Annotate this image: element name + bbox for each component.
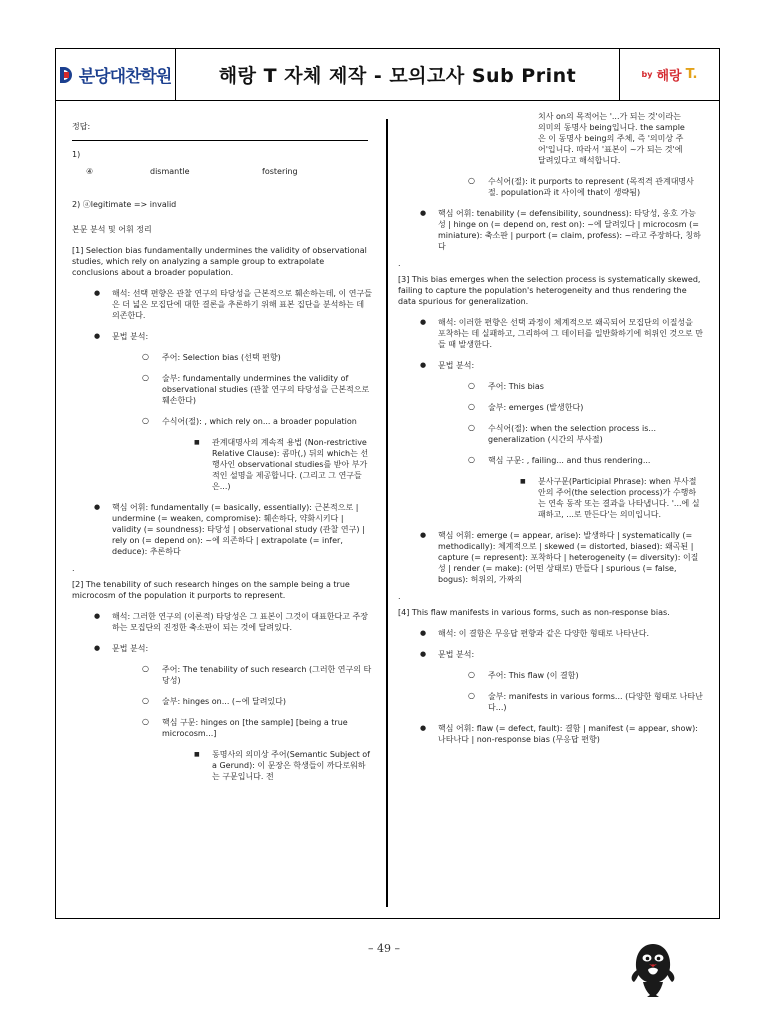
analysis-title: 본문 분석 및 어휘 정리 — [72, 225, 152, 234]
author-credit — [619, 49, 719, 100]
author-name: 해랑 — [656, 69, 682, 84]
sentence-4: [4] This flaw manifests in various forms, such as non-response bias. — [398, 608, 670, 617]
s3-modifier: ○ 수식어(절): when the selection process is... generalization (시간의 부사절) — [398, 423, 703, 445]
separator-dot: . — [398, 259, 401, 268]
right-column — [398, 111, 703, 745]
separator-dot: . — [72, 564, 75, 573]
q1-number: ④ — [86, 167, 94, 176]
s1-subject: ○ 주어: Selection bias (선택 편향) — [72, 352, 372, 363]
s1-relative-clause: ■ 관계대명사의 계속적 용법 (Non-restrictive Relative Clause): 콤마(,) 뒤의 which는 선행사인 observational studies를 받아 부가적인 설명을 제공합니다. (그리고 그 연구들은...) — [72, 437, 372, 492]
author-initial: T. — [685, 67, 698, 82]
s4-subject: ○ 주어: This flaw (이 결함) — [398, 670, 703, 681]
answer-title: 정답: — [72, 122, 91, 131]
s3-participle: ■ 분사구문(Participial Phrase): when 부사절 안의 주어(the selection process)가 수행하는 연속 동작 또는 결과을 나타냅니다. '...에 실패하고, ...로 만든다'는 의미입니다. — [398, 476, 703, 520]
s1-vocab: ● 핵심 어휘: fundamentally (= basically, essentially): 근본적으로 | undermine (= weaken, compromise): 훼손하다, 약화시키다 | validity (= soundness): 타당성 | observational study (관찰 연구) | rely on (= depend on): ~에 의존하다 | extrapolate (= infer, deduce): 추론하다 — [72, 502, 372, 557]
sentence-3: [3] This bias emerges when the selection process is systematically skewed, failing to capture the population's heterogeneity and thus rendering the data spurious for generalization. — [398, 275, 701, 306]
answer-divider — [72, 140, 368, 141]
s2-subject: ○ 주어: The tenability of such research (그러한 연구의 타당성) — [72, 664, 372, 686]
s2-predicate: ○ 술부: hinges on... (~에 달려있다) — [72, 696, 372, 707]
s2-phrase: ○ 핵심 구문: hinges on [the sample] [being a true microcosm...] — [72, 717, 372, 739]
s3-subject: ○ 주어: This bias — [398, 381, 703, 392]
q1-answer-row — [72, 166, 372, 177]
s2-translation: ● 해석: 그러한 연구의 (이론적) 타당성은 그 표본이 그것이 대표한다고 주장하는 모집단의 진정한 축소판이 되는 것에 달려있다. — [72, 611, 372, 633]
s2-grammar-title: ● 문법 분석: — [72, 643, 372, 654]
orca-mascot-icon — [628, 940, 678, 1000]
s2-vocab: ● 핵심 어휘: tenability (= defensibility, soundness): 타당성, 옹호 가능성 | hinge on (= depend on, rest on): ~에 달려있다 | microcosm (= miniature): 축소판 | purport (= claim, profess): ~라고 주장하다, 칭하다 — [398, 208, 703, 252]
s4-grammar-title: ● 문법 분석: — [398, 649, 703, 660]
s1-predicate: ○ 술부: fundamentally undermines the validity of observational studies (관찰 연구의 타당성을 근본적으로 훼손한다) — [72, 373, 372, 406]
left-column — [72, 111, 372, 782]
s2-gerund-subject: ■ 동명사의 의미상 주어(Semantic Subject of a Gerund): 이 문장은 학생들이 까다로워하는 구문입니다. 전 — [72, 749, 372, 782]
page-title: 해랑 T 자체 제작 - 모의고사 Sub Print — [218, 65, 577, 87]
content-box — [55, 101, 720, 919]
s4-vocab: ● 핵심 어휘: flaw (= defect, fault): 결함 | manifest (= appear, show): 나타나다 | non-response bias (무응답 편향) — [398, 723, 703, 745]
q1-answer-b: fostering — [262, 167, 298, 176]
s4-predicate: ○ 술부: manifests in various forms... (다양한 형태로 나타난다...) — [398, 691, 703, 713]
q2-answer: 2) ⓐlegitimate => invalid — [72, 200, 177, 209]
by-label: by — [641, 70, 653, 79]
separator-dot: . — [398, 592, 401, 601]
s3-vocab: ● 핵심 어휘: emerge (= appear, arise): 발생하다 | systematically (= methodically): 체계적으로 | skewed (= distorted, biased): 왜곡된 | capture (= represent): 포착하다 | heterogeneity (= diversity): 이질성 | render (= make): (어떤 상태로) 만들다 | spurious (= false, bogus): 허위의, 가짜의 — [398, 530, 703, 585]
sentence-1: [1] Selection bias fundamentally undermines the validity of observational studies, which rely on analyzing a sample group to extrapolate conclusions about a broader population. — [72, 246, 367, 277]
logo-text: 분당대찬학원 — [78, 67, 172, 87]
q1-answer-a: dismantle — [150, 167, 190, 176]
s3-predicate: ○ 술부: emerges (발생한다) — [398, 402, 703, 413]
column-divider — [386, 119, 388, 907]
page-number: – 49 – — [368, 942, 400, 955]
academy-logo — [56, 49, 176, 100]
page-header — [55, 48, 720, 101]
s4-translation: ● 해석: 이 결함은 무응답 편향과 같은 다양한 형태로 나타난다. — [398, 628, 703, 639]
s2-gerund-continued: 치사 on의 목적어는 '...가 되는 것'이라는 의미의 동명사 being입니다. the sample은 이 동명사 being의 주체, 즉 '의미상 주어'입니다. 따라서 '표본이 ~가 되는 것'에 달려있다고 해석합니다. — [538, 112, 685, 165]
s1-grammar-title: ● 문법 분석: — [72, 331, 372, 342]
q1-label: 1) — [72, 150, 81, 159]
s1-modifier: ○ 수식어(절): , which rely on... a broader population — [72, 416, 372, 427]
s3-grammar-title: ● 문법 분석: — [398, 360, 703, 371]
logo-mark-icon — [60, 66, 76, 84]
s3-translation: ● 해석: 이러한 편향은 선택 과정이 체계적으로 왜곡되어 모집단의 이질성을 포착하는 데 실패하고, 그리하여 그 데이터를 일반화하기에 허위인 것으로 만들 때 발생한다. — [398, 317, 703, 350]
s1-translation: ● 해석: 선택 편향은 관찰 연구의 타당성을 근본적으로 훼손하는데, 이 연구들은 더 넓은 모집단에 대한 결론을 추론하기 위해 표본 집단을 분석하는 데 의존한다. — [72, 288, 372, 321]
s3-phrase: ○ 핵심 구문: , failing... and thus rendering... — [398, 455, 703, 466]
sentence-2: [2] The tenability of such research hinges on the sample being a true microcosm of the population it purports to represent. — [72, 580, 350, 600]
s2-modifier: ○ 수식어(절): it purports to represent (목적격 관계대명사절. population과 it 사이에 that이 생략됨) — [398, 176, 703, 198]
